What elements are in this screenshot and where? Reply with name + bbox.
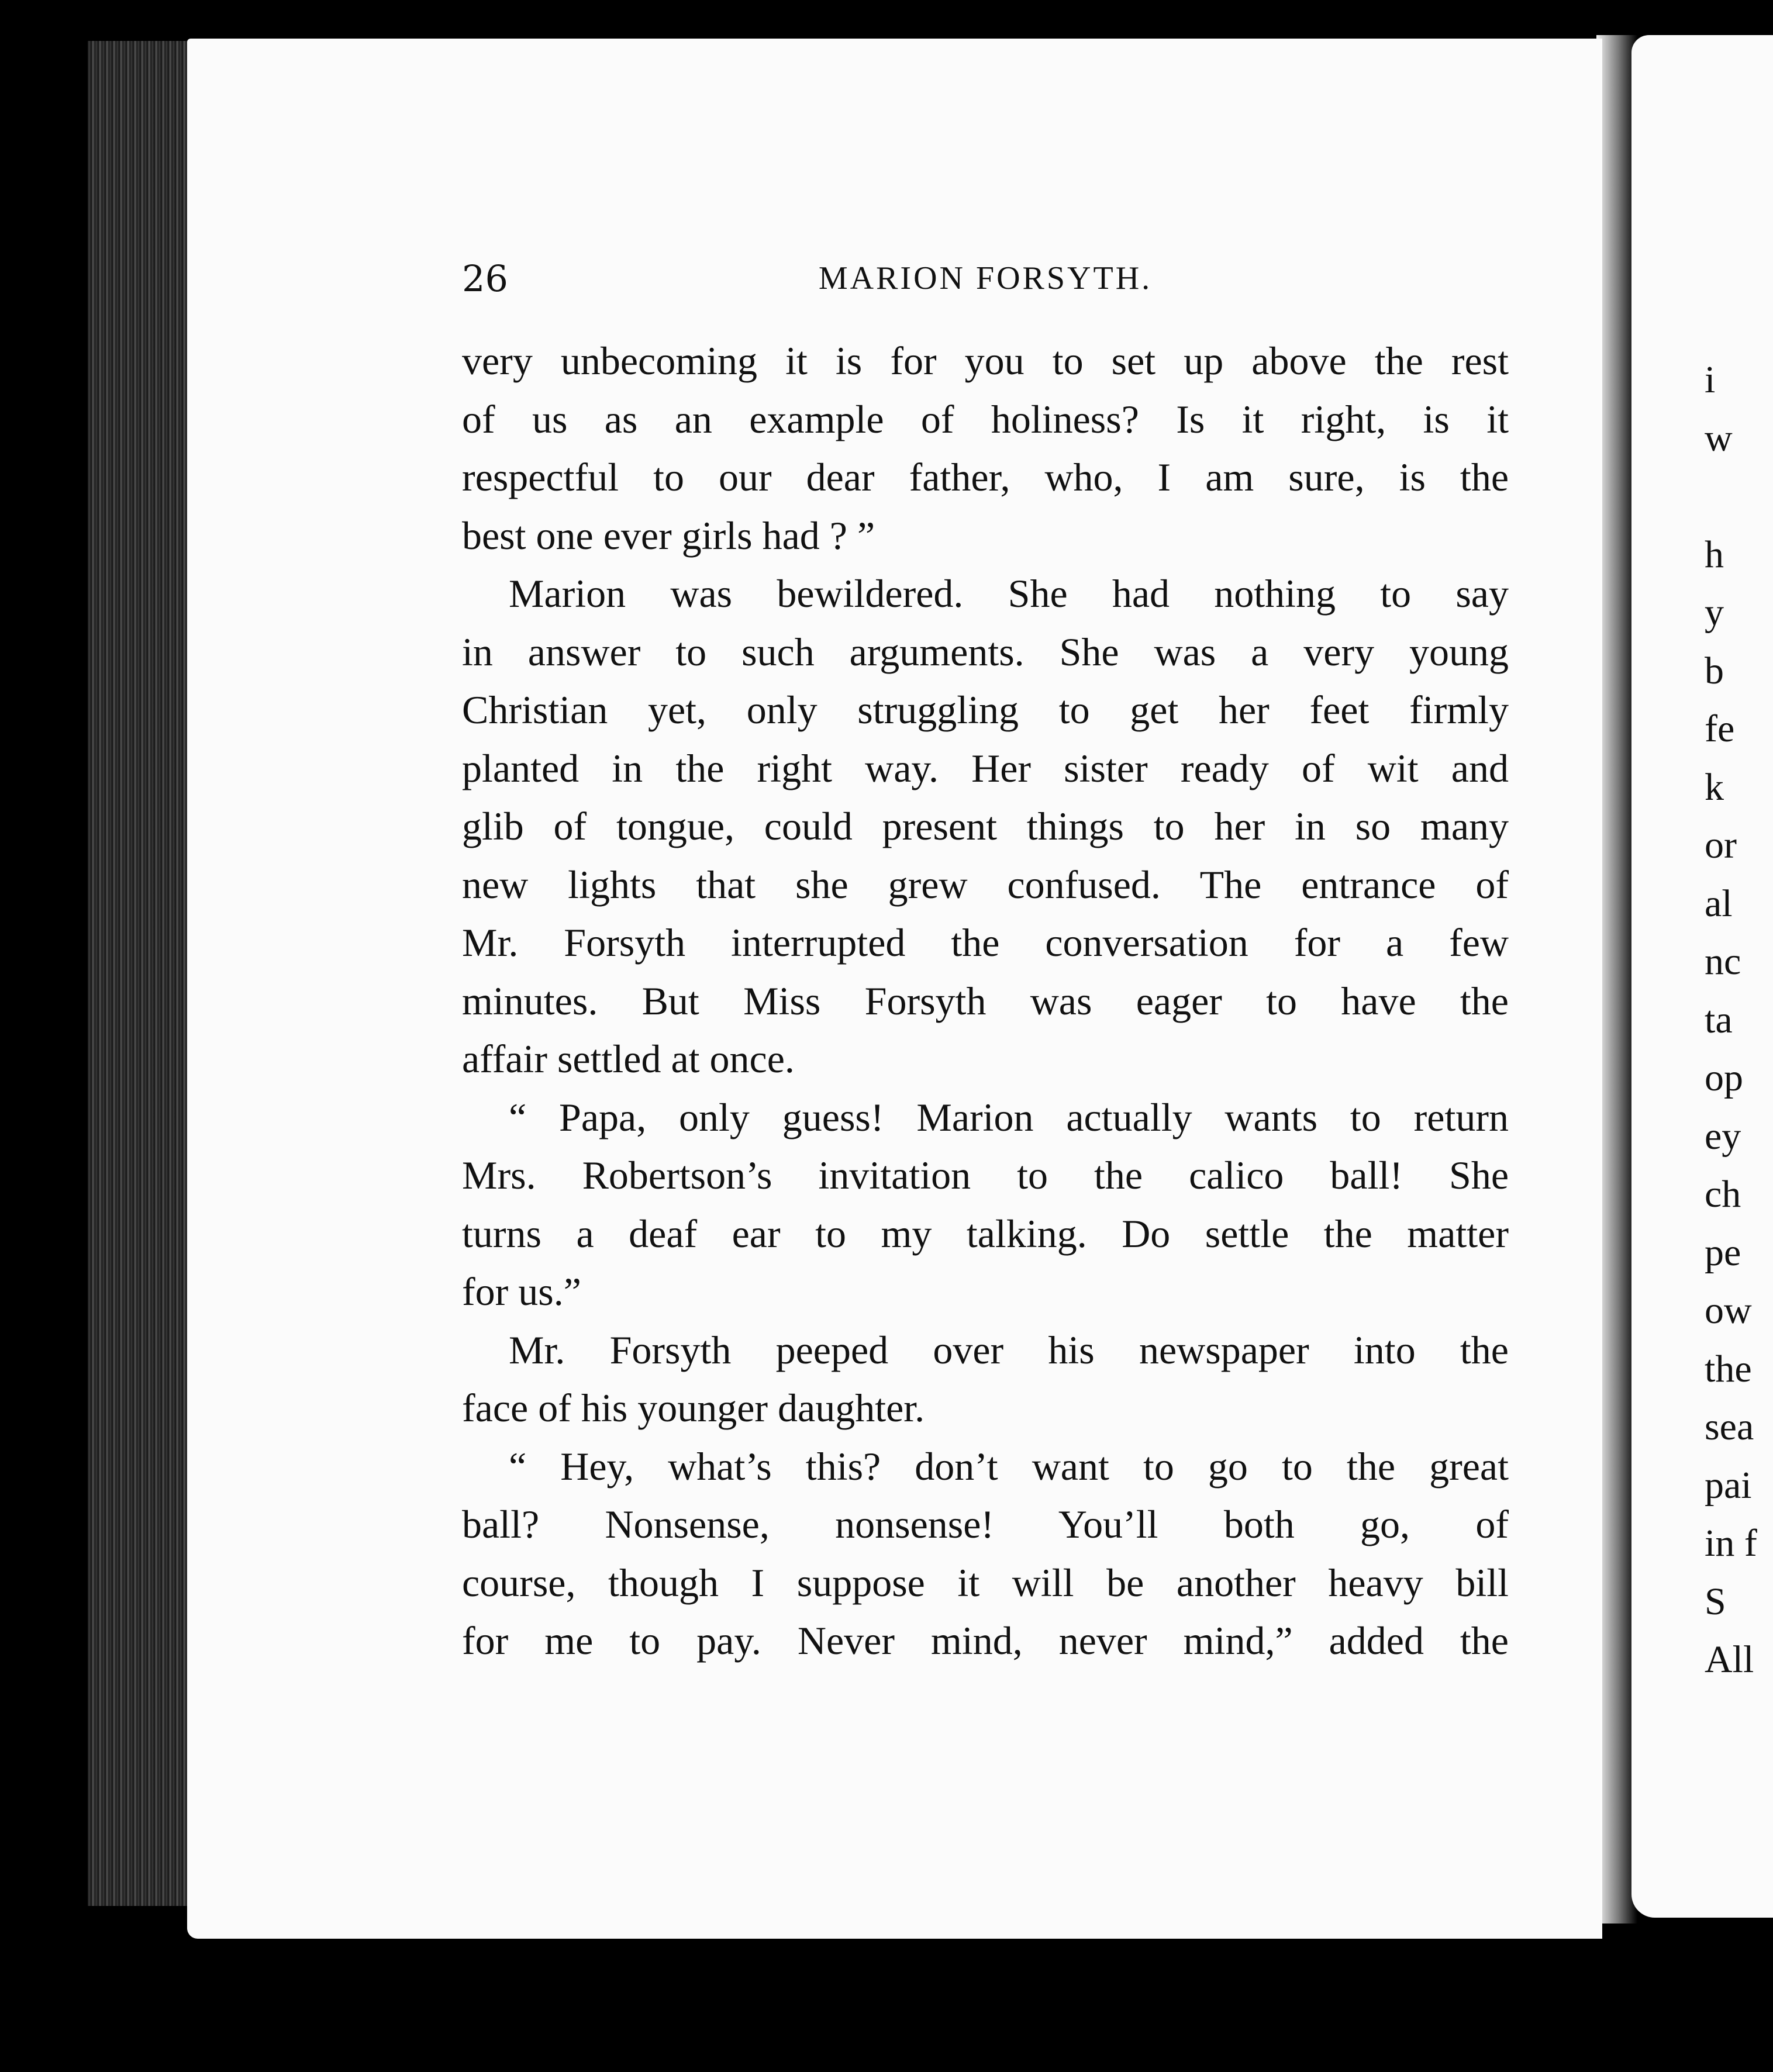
text-line: Marion was bewildered. She had nothing to say: [509, 571, 1509, 616]
text-line: of us as an example of holiness? Is it right, is it: [462, 396, 1509, 441]
facing-line-fragment: in f: [1705, 1522, 1757, 1565]
text-line: face of his younger daughter.: [462, 1386, 925, 1430]
text-line: for us.”: [462, 1269, 581, 1314]
text-line: course, though I suppose it will be another heavy bill: [462, 1560, 1509, 1605]
text-line: planted in the right way. Her sister ready of wit and: [462, 745, 1509, 790]
text-line: “ Hey, what’s this? don’t want to go to the great: [509, 1444, 1509, 1489]
text-line: very unbecoming it is for you to set up above the rest: [462, 339, 1509, 383]
facing-line-fragment: ow: [1705, 1289, 1752, 1332]
text-line: respectful to our dear father, who, I am sure, is the: [462, 455, 1509, 499]
facing-line-fragment: or: [1705, 824, 1737, 866]
facing-line-fragment: pai: [1705, 1463, 1752, 1507]
facing-page: [1631, 35, 1773, 1918]
text-line: affair settled at once.: [462, 1037, 795, 1081]
facing-line-fragment: pe: [1705, 1231, 1741, 1274]
text-line: ball? Nonsense, nonsense! You’ll both go, of: [462, 1502, 1509, 1546]
facing-line-fragment: h: [1705, 533, 1724, 576]
page-number: 26: [462, 257, 508, 300]
text-line: Mr. Forsyth peeped over his newspaper into the: [509, 1327, 1509, 1372]
text-line: Mrs. Robertson’s invitation to the calico ball! She: [462, 1153, 1509, 1197]
facing-line-fragment: sea: [1705, 1405, 1754, 1448]
facing-line-fragment: op: [1705, 1056, 1743, 1099]
facing-line-fragment: fe: [1705, 707, 1735, 750]
facing-line-fragment: the: [1705, 1347, 1752, 1390]
text-line: Christian yet, only struggling to get her feet firmly: [462, 688, 1509, 732]
facing-line-fragment: [1705, 467, 1757, 526]
facing-line-fragment: b: [1705, 649, 1724, 692]
facing-line-fragment: All: [1705, 1638, 1754, 1681]
running-title: MARION FORSYTH.: [818, 260, 1153, 296]
text-line: minutes. But Miss Forsyth was eager to have the: [462, 978, 1509, 1023]
facing-line-fragment: w: [1705, 416, 1733, 460]
text-line: “ Papa, only guess! Marion actually wants to return: [509, 1094, 1509, 1139]
page-header: [462, 257, 1509, 316]
facing-line-fragment: al: [1705, 882, 1733, 925]
facing-line-fragment: y: [1705, 591, 1724, 634]
facing-line-fragment: ta: [1705, 998, 1733, 1041]
facing-line-fragment: nc: [1705, 940, 1741, 983]
facing-line-fragment: ch: [1705, 1173, 1741, 1215]
text-line: in answer to such arguments. She was a very young: [462, 629, 1509, 674]
page-body-text: [462, 332, 1509, 1670]
facing-line-fragment: ey: [1705, 1114, 1741, 1158]
text-line: best one ever girls had ? ”: [462, 513, 875, 558]
facing-page-text: [1705, 351, 1757, 1689]
text-line: for me to pay. Never mind, never mind,” added the: [462, 1618, 1509, 1663]
text-line: turns a deaf ear to my talking. Do settle the matter: [462, 1211, 1509, 1256]
text-line: new lights that she grew confused. The entrance of: [462, 862, 1509, 907]
text-line: Mr. Forsyth interrupted the conversation for a few: [462, 920, 1509, 965]
facing-line-fragment: S: [1705, 1580, 1726, 1623]
facing-line-fragment: i: [1705, 358, 1716, 401]
facing-line-fragment: k: [1705, 765, 1724, 809]
text-line: glib of tongue, could present things to her in so many: [462, 804, 1509, 848]
